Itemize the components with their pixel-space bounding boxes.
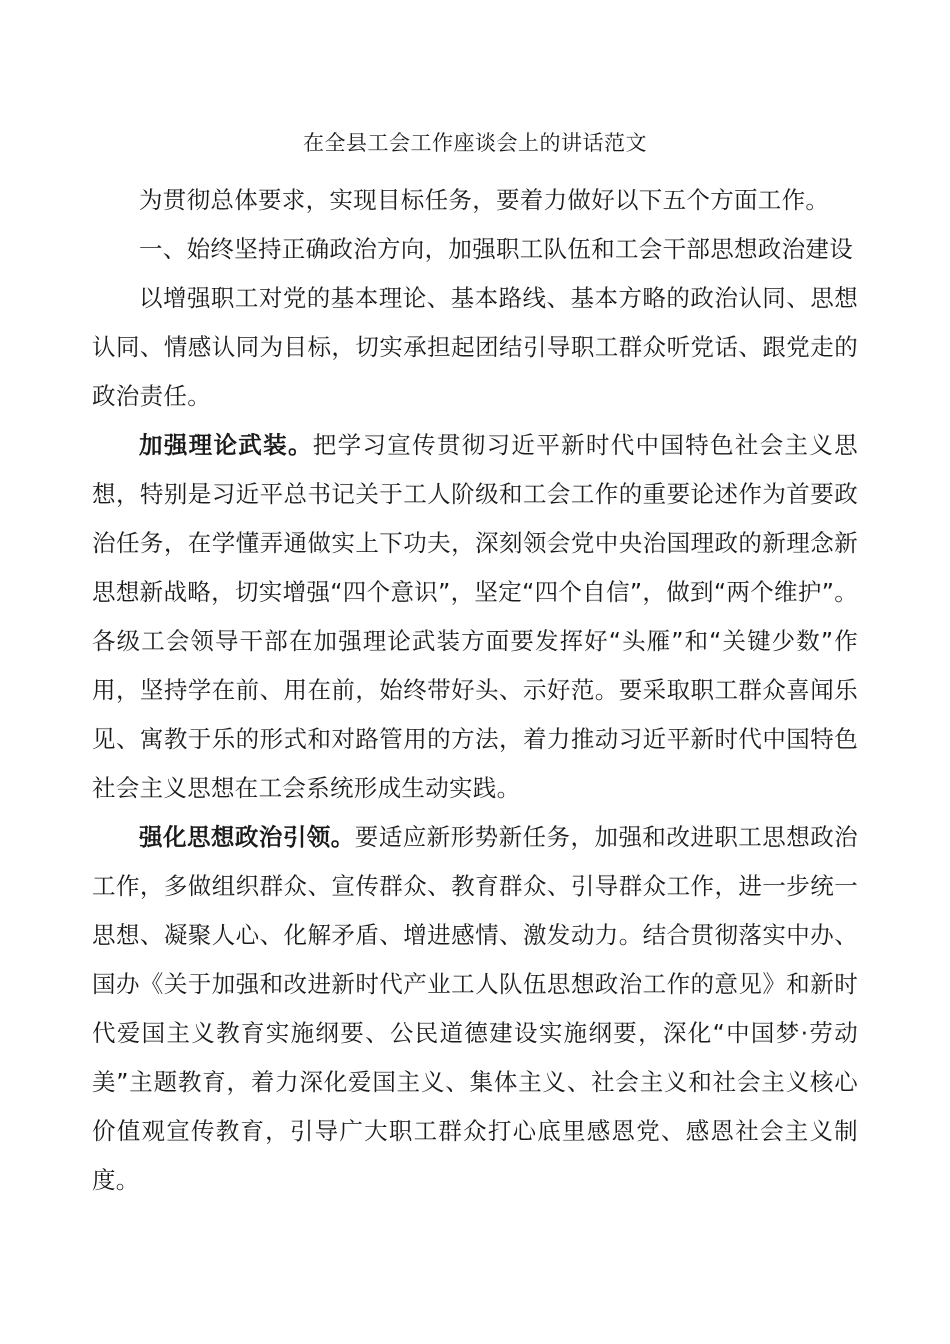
paragraph-lead-theory-armament: 加强理论武装。 — [139, 431, 313, 459]
paragraph-body-political-guidance: 要适应新形势新任务，加强和改进职工思想政治工作，多做组织群众、宣传群众、教育群众、引导群众工作，进一步统一思想、凝聚人心、化解矛盾、增进感情、激发动力。结合贯彻落实中办、国办《关于加强和改进新时代产业工人队伍思想政治工作的意见》和新时代爱国主义教育实施纲要、公民道德建设实施纲要，深化“中国梦·劳动美”主题教育，着力深化爱国主义、集体主义、社会主义和社会主义核心价值观宣传教育，引导广大职工群众打心底里感恩党、感恩社会主义制度。 — [92, 823, 858, 1194]
section-heading-1: 一、始终坚持正确政治方向，加强职工队伍和工会干部思想政治建设 — [139, 235, 853, 263]
paragraph-political-guidance — [92, 813, 858, 1205]
paragraph-intro: 为贯彻总体要求，实现目标任务，要着力做好以下五个方面工作。 — [139, 186, 830, 214]
paragraph-lead-political-guidance: 强化思想政治引领。 — [139, 823, 355, 851]
document-title: 在全县工会工作座谈会上的讲话范文 — [303, 131, 647, 155]
paragraph-section-1-summary: 以增强职工对党的基本理论、基本路线、基本方略的政治认同、思想认同、情感认同为目标，切实承担起团结引导职工群众听党话、跟党走的政治责任。 — [92, 284, 858, 410]
paragraph-body-theory-armament: 把学习宣传贯彻习近平新时代中国特色社会主义思想，特别是习近平总书记关于工人阶级和工会工作的重要论述作为首要政治任务，在学懂弄通做实上下功夫，深刻领会党中央治国理政的新理念新思想新战略，切实增强“四个意识”，坚定“四个自信”，做到“两个维护”。各级工会领导干部在加强理论武装方面要发挥好“头雁”和“关键少数”作用，坚持学在前、用在前，始终带好头、示好范。要采取职工群众喜闻乐见、寓教于乐的形式和对路管用的方法，着力推动习近平新时代中国特色社会主义思想在工会系统形成生动实践。 — [92, 431, 858, 802]
paragraph-theory-armament — [92, 421, 858, 813]
